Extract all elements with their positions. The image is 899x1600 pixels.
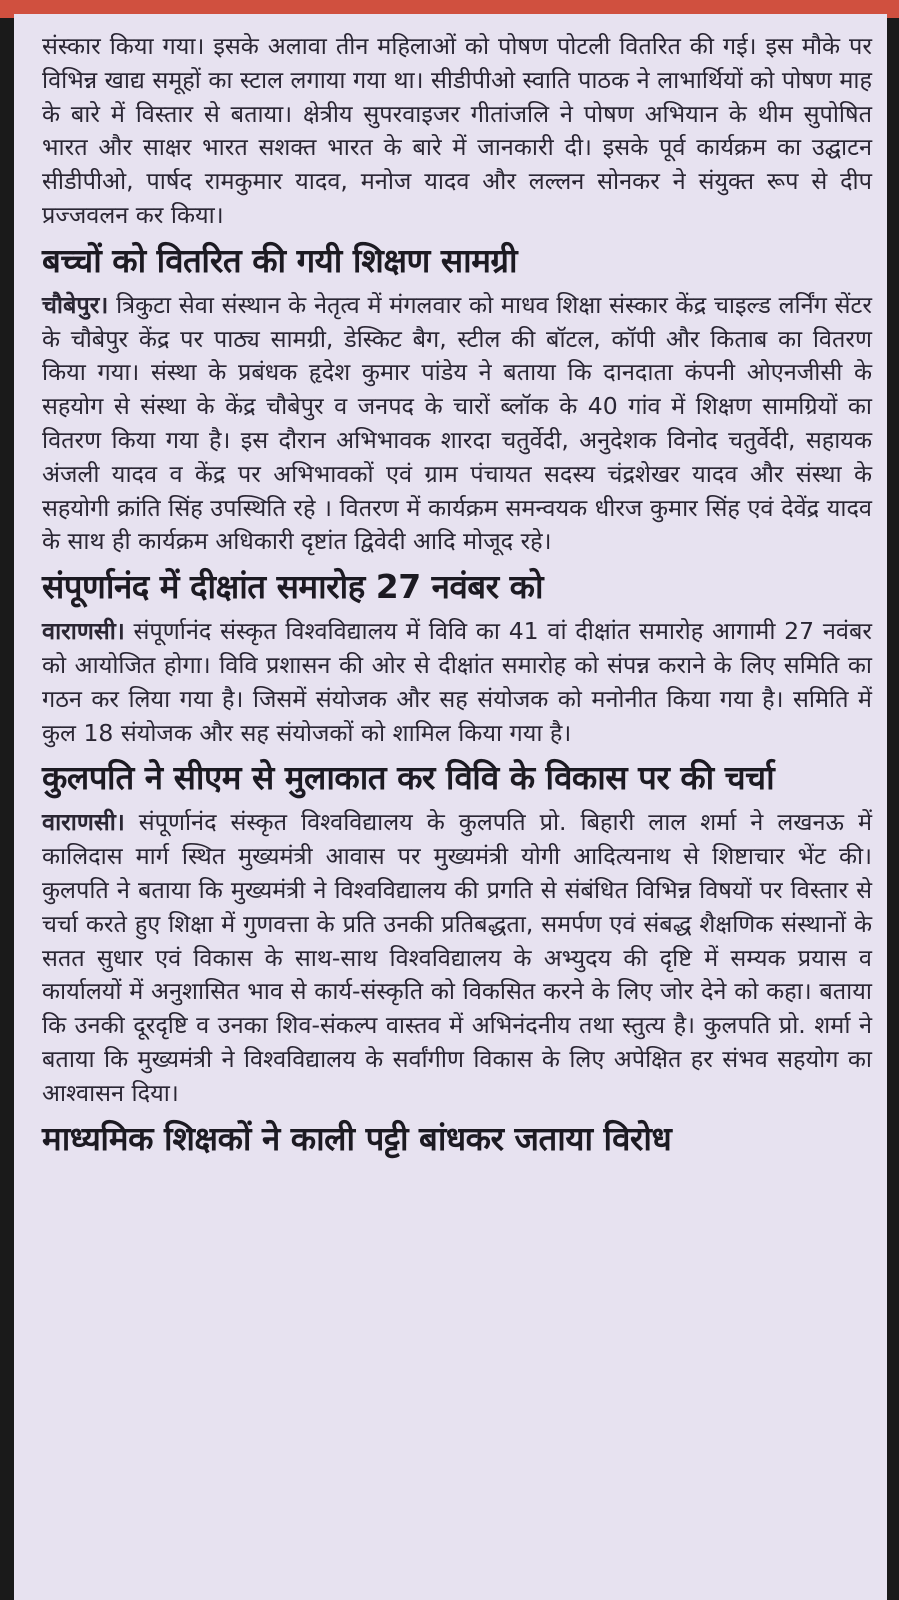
article-3-dateline: वाराणसी।: [42, 617, 125, 646]
newspaper-clipping: [14, 14, 887, 1600]
article-4-text: संपूर्णानंद संस्कृत विश्वविद्यालय के कुलपति प्रो. बिहारी लाल शर्मा ने लखनऊ में कालिदास मार्ग स्थित मुख्यमंत्री आवास पर मुख्यमंत्री योगी आदित्यनाथ से शिष्टाचार भेंट की। कुलपति ने बताया कि मुख्यमंत्री ने विश्वविद्यालय की प्रगति से संबंधित विभिन्न विषयों पर विस्तार से चर्चा करते हुए शिक्षा में गुणवत्ता के प्रति उनकी प्रतिबद्धता, समर्पण एवं संबद्ध शैक्षणिक संस्थानों के सतत सुधार एवं विकास के साथ-साथ विश्वविद्यालय के अभ्युदय की दृष्टि में सम्यक प्रयास व कार्यालयों में अनुशासित भाव से कार्य-संस्कृति को विकसित करने के लिए जोर देने को कहा। बताया कि उनकी दूरदृष्टि व उनका शिव-संकल्प वास्तव में अभिनंदनीय तथा स्तुत्य है। कुलपति प्रो. शर्मा ने बताया कि मुख्यमंत्री ने विश्वविद्यालय के सर्वांगीण विकास के लिए अपेक्षित हर संभव सहयोग का आश्वासन दिया।: [42, 808, 872, 1107]
article-4-dateline: वाराणसी।: [42, 808, 125, 837]
article-3-body: [42, 615, 872, 750]
article-2-dateline: चौबेपुर।: [42, 290, 109, 319]
article-4-body: [42, 806, 872, 1110]
article-3-headline: संपूर्णानंद में दीक्षांत समारोह 27 नवंबर को: [42, 567, 544, 607]
article-5-headline: माध्यमिक शिक्षकों ने काली पट्टी बांधकर जताया विरोध: [42, 1118, 672, 1158]
article-2-headline: बच्चों को वितरित की गयी शिक्षण सामग्री: [42, 240, 518, 280]
article-1-body: [42, 30, 872, 233]
article-column: [42, 30, 872, 1167]
article-3-text: संपूर्णानंद संस्कृत विश्वविद्यालय में विवि का 41 वां दीक्षांत समारोह आगामी 27 नवंबर को आयोजित होगा। विवि प्रशासन की ओर से दीक्षांत समारोह को संपन्न कराने के लिए समिति का गठन कर लिया गया है। जिसमें संयोजक और सह संयोजक को मनोनीत किया गया है। समिति में कुल 18 संयोजक और सह संयोजकों को शामिल किया गया है।: [42, 617, 872, 747]
article-2-body: [42, 289, 872, 559]
article-1-text: संस्कार किया गया। इसके अलावा तीन महिलाओं को पोषण पोटली वितरित की गई। इस मौके पर विभिन्न खाद्य समूहों का स्टाल लगाया गया था। सीडीपीओ स्वाति पाठक ने लाभार्थियों को पोषण माह के बारे में विस्तार से बताया। क्षेत्रीय सुपरवाइजर गीतांजलि ने पोषण अभियान के थीम सुपोषित भारत और साक्षर भारत सशक्त भारत के बारे में जानकारी दी। इसके पूर्व कार्यक्रम का उद्घाटन सीडीपीओ, पार्षद रामकुमार यादव, मनोज यादव और लल्लन सोनकर ने संयुक्त रूप से दीप प्रज्जवलन कर किया।: [42, 32, 872, 229]
article-2-text: त्रिकुटा सेवा संस्थान के नेतृत्व में मंगलवार को माधव शिक्षा संस्कार केंद्र चाइल्ड लर्निंग सेंटर के चौबेपुर केंद्र पर पाठ्य सामग्री, डेस्किट बैग, स्टील की बॉटल, कॉपी और किताब का वितरण किया गया। संस्था के प्रबंधक हृदेश कुमार पांडेय ने बताया कि दानदाता कंपनी ओएनजीसी के सहयोग से संस्था के केंद्र चौबेपुर व जनपद के चारों ब्लॉक के 40 गांव में शिक्षण सामग्रियों का वितरण किया गया है। इस दौरान अभिभावक शारदा चतुर्वेदी, अनुदेशक विनोद चतुर्वेदी, सहायक अंजली यादव व केंद्र पर अभिभावकों एवं ग्राम पंचायत सदस्य चंद्रशेखर यादव और संस्था के सहयोगी क्रांति सिंह उपस्थिति रहे । वितरण में कार्यक्रम समन्वयक धीरज कुमार सिंह एवं देवेंद्र यादव के साथ ही कार्यक्रम अधिकारी दृष्टांत द्विवेदी आदि मोजूद रहे।: [42, 290, 872, 556]
article-4-headline: कुलपति ने सीएम से मुलाकात कर विवि के विकास पर की चर्चा: [42, 758, 775, 798]
